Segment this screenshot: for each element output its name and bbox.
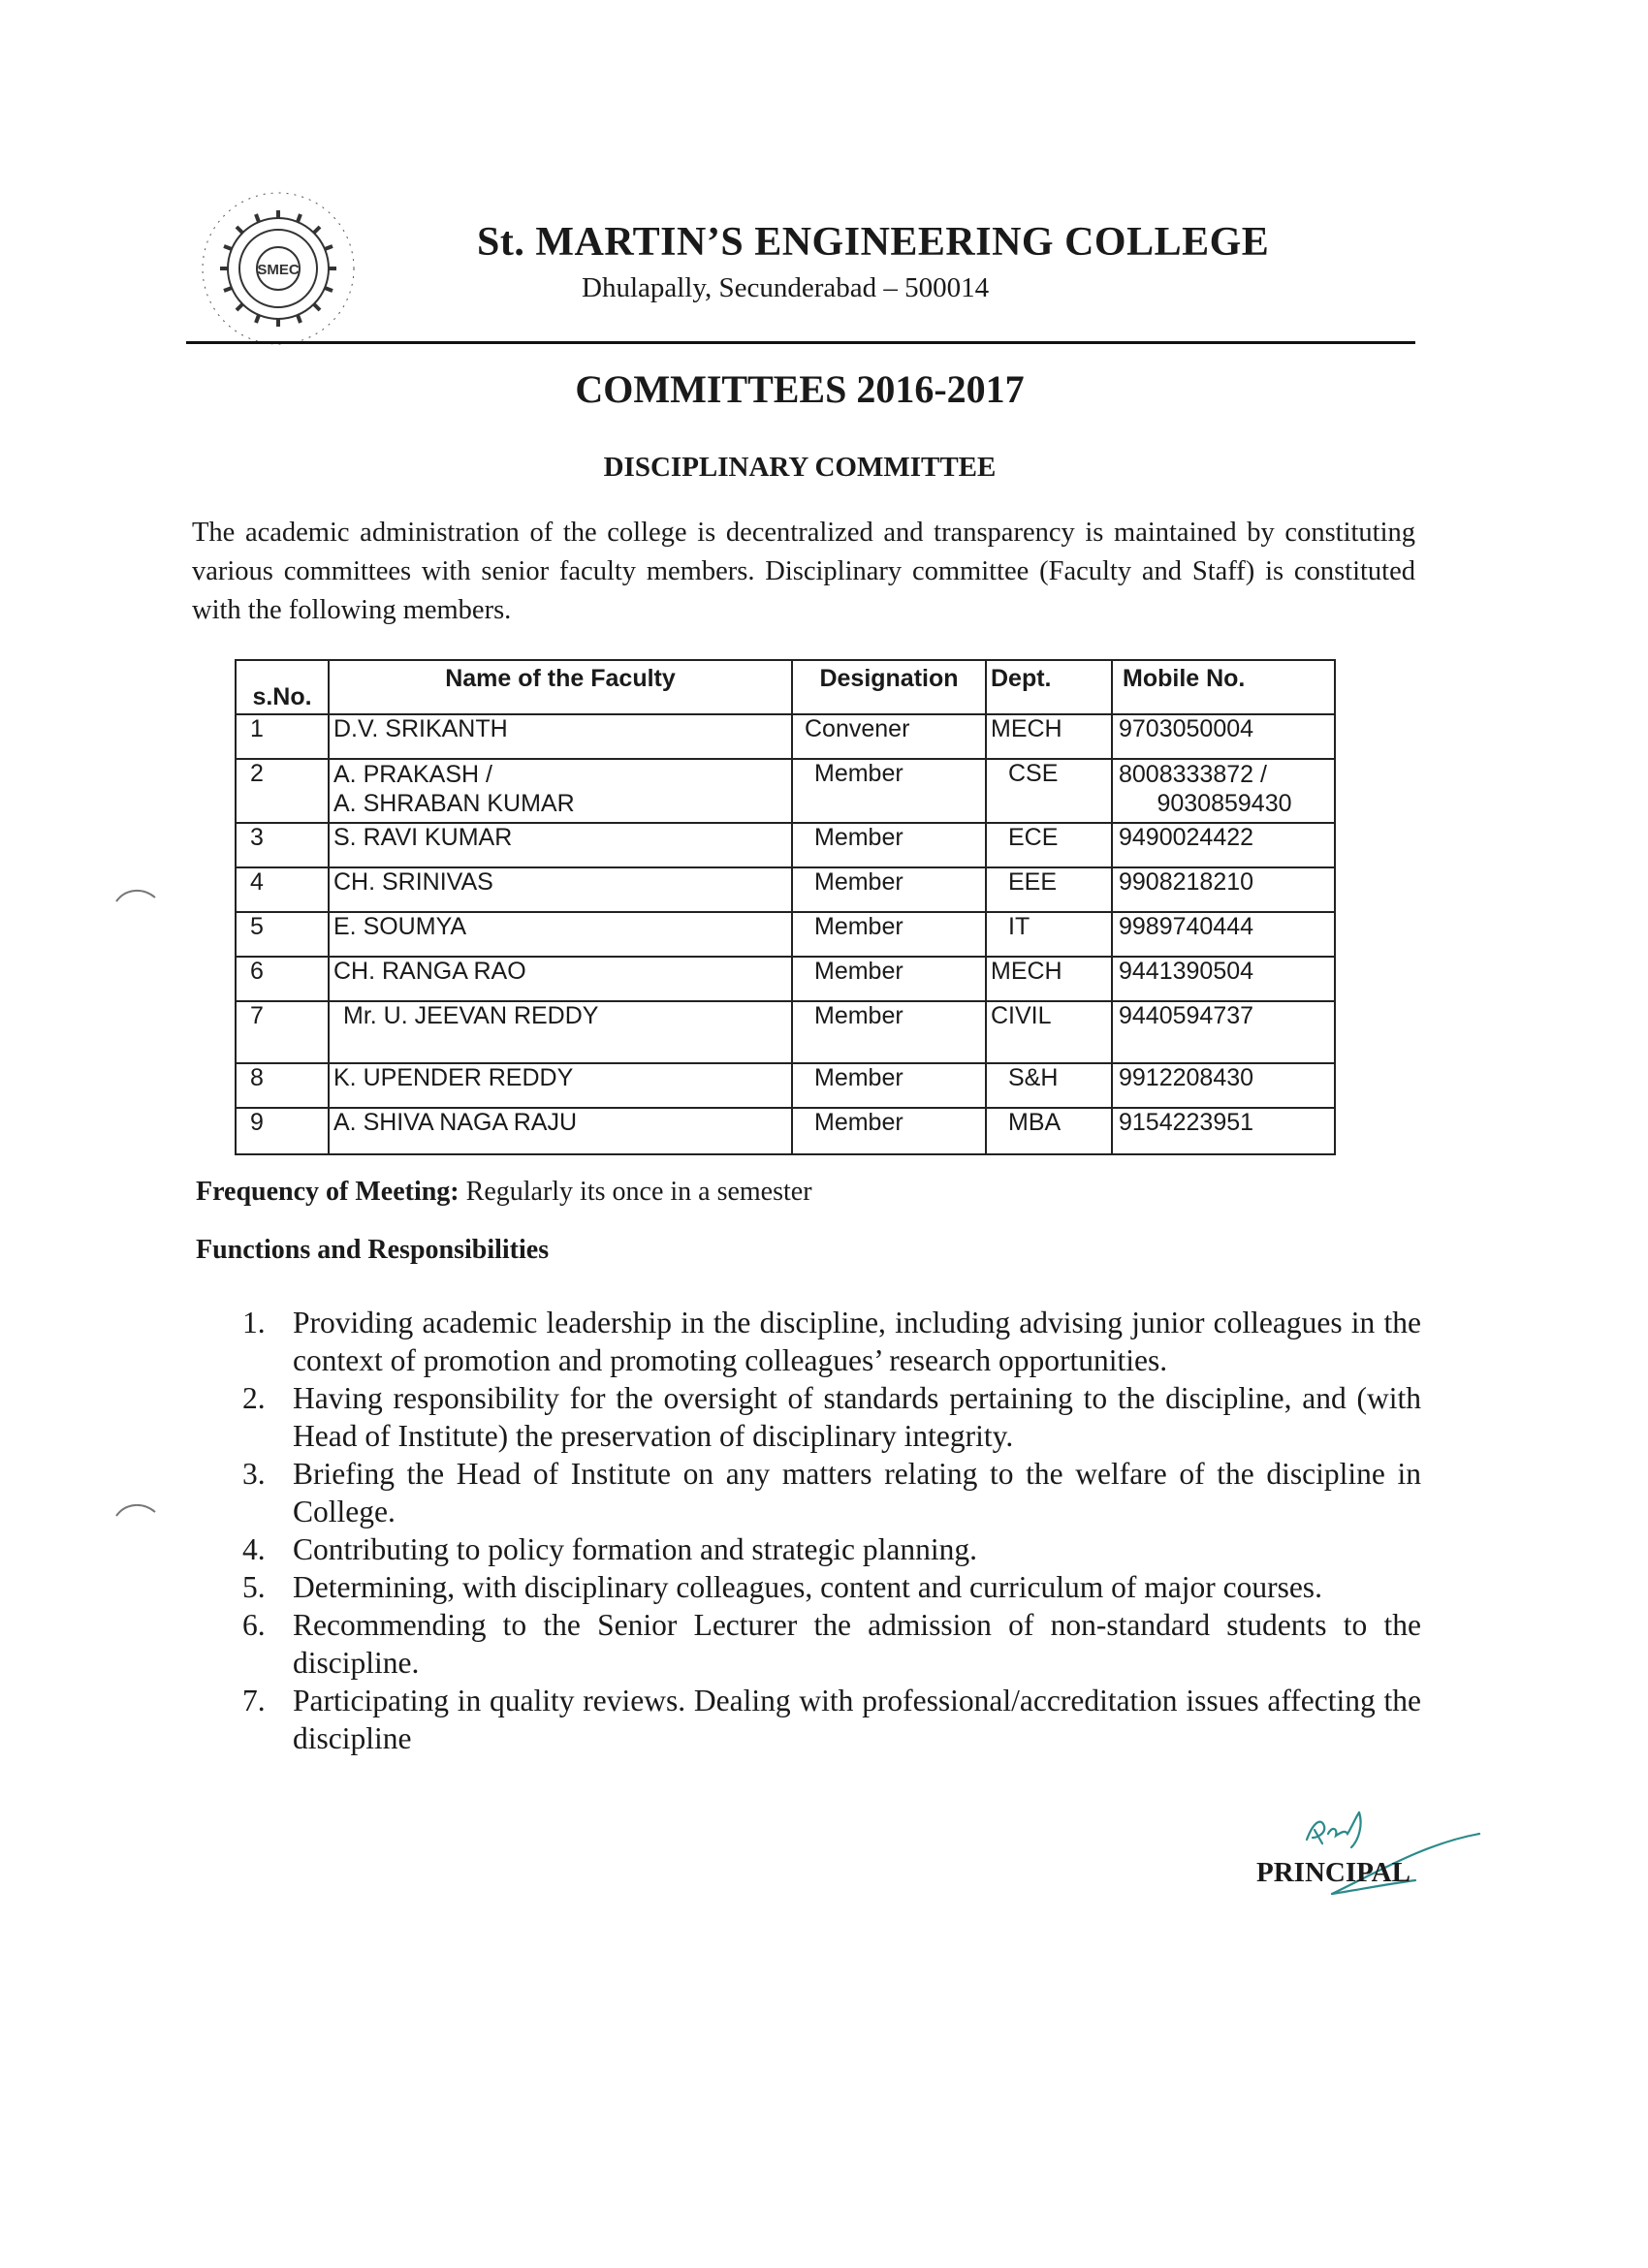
cell-name: S. RAVI KUMAR [329, 823, 792, 867]
table-row [236, 759, 1335, 823]
responsibilities-list [242, 1304, 1421, 1757]
cell-designation: Member [792, 823, 986, 867]
list-item-number: 5. [242, 1570, 266, 1604]
list-item [242, 1606, 1421, 1682]
list-item-number: 7. [242, 1684, 266, 1717]
cell-name: D.V. SRIKANTH [329, 714, 792, 759]
cell-mobile: 9908218210 [1112, 867, 1335, 912]
cell-designation: Member [792, 1063, 986, 1108]
table-row [236, 714, 1335, 759]
list-item [242, 1455, 1421, 1530]
cell-designation: Member [792, 912, 986, 957]
list-item [242, 1304, 1421, 1379]
letterhead-divider [186, 341, 1415, 344]
cell-mobile: 9441390504 [1112, 957, 1335, 1001]
cell-name: CH. SRINIVAS [329, 867, 792, 912]
cell-mobile-line-2: 9030859430 [1157, 790, 1292, 817]
list-item-text: Having responsibility for the oversight of standards pertaining to the discipline, and (with Head of Institute) the preservation of disciplinary integrity. [293, 1381, 1421, 1453]
cell-sno: 9 [236, 1108, 329, 1154]
college-name: St. MARTIN’S ENGINEERING COLLEGE [477, 220, 1270, 265]
cell-sno: 6 [236, 957, 329, 1001]
list-item-text: Briefing the Head of Institute on any matters relating to the welfare of the discipline in College. [293, 1457, 1421, 1528]
cell-designation: Member [792, 1108, 986, 1154]
cell-name: CH. RANGA RAO [329, 957, 792, 1001]
intro-paragraph: The academic administration of the college is decentralized and transparency is maintained by constituting various committees with senior faculty members. Disciplinary committee (Faculty and Staff) is constituted with the following members. [192, 518, 1415, 625]
cell-name: Mr. U. JEEVAN REDDY [329, 1001, 792, 1063]
cell-sno: 8 [236, 1063, 329, 1108]
college-address: Dhulapally, Secunderabad – 500014 [582, 272, 990, 303]
cell-dept: EEE [986, 867, 1112, 912]
cell-sno: 2 [236, 759, 329, 823]
list-item-number: 2. [242, 1381, 266, 1415]
cell-mobile: 9703050004 [1112, 714, 1335, 759]
header-dept: Dept. [986, 660, 1112, 714]
table-row [236, 1001, 1335, 1063]
meeting-frequency [196, 1177, 812, 1208]
cell-mobile [1112, 759, 1335, 823]
list-item-number: 4. [242, 1532, 266, 1566]
cell-mobile: 9912208430 [1112, 1063, 1335, 1108]
cell-dept: S&H [986, 1063, 1112, 1108]
scan-mark-icon [114, 886, 157, 905]
table-row [236, 1108, 1335, 1154]
cell-mobile: 9440594737 [1112, 1001, 1335, 1063]
meeting-frequency-value: Regularly its once in a semester [465, 1177, 812, 1207]
cell-dept: CSE [986, 759, 1112, 823]
cell-sno: 1 [236, 714, 329, 759]
list-item-text: Contributing to policy formation and strategic planning. [293, 1532, 977, 1566]
cell-dept: MBA [986, 1108, 1112, 1154]
cell-dept: IT [986, 912, 1112, 957]
cell-mobile-line-1: 8008333872 / [1119, 761, 1267, 788]
table-row [236, 957, 1335, 1001]
list-item [242, 1568, 1421, 1606]
list-item [242, 1682, 1421, 1757]
cell-dept: CIVIL [986, 1001, 1112, 1063]
functions-heading: Functions and Responsibilities [196, 1235, 550, 1265]
list-item-number: 3. [242, 1457, 266, 1491]
cell-name: E. SOUMYA [329, 912, 792, 957]
header-name: Name of the Faculty [329, 660, 792, 714]
header-sno: s.No. [236, 660, 329, 714]
list-item-text: Providing academic leadership in the discipline, including advising junior colleagues in the context of promotion and promoting colleagues’ research opportunities. [293, 1306, 1421, 1377]
cell-name-line-1: A. PRAKASH / [333, 761, 492, 788]
list-item [242, 1530, 1421, 1568]
list-item [242, 1379, 1421, 1455]
cell-name: A. SHIVA NAGA RAJU [329, 1108, 792, 1154]
list-item-number: 1. [242, 1306, 266, 1339]
meeting-frequency-label: Frequency of Meeting: [196, 1177, 460, 1207]
table-header-row [236, 660, 1335, 714]
table-row [236, 823, 1335, 867]
list-item-text: Recommending to the Senior Lecturer the admission of non-standard students to the discipline. [293, 1608, 1421, 1680]
list-item-text: Determining, with disciplinary colleagues, content and curriculum of major courses. [293, 1570, 1322, 1604]
cell-designation: Member [792, 867, 986, 912]
svg-text:SMEC: SMEC [257, 262, 300, 278]
cell-dept: MECH [986, 714, 1112, 759]
cell-name-line-2: A. SHRABAN KUMAR [333, 790, 575, 817]
cell-sno: 3 [236, 823, 329, 867]
header-designation: Designation [792, 660, 986, 714]
scan-mark-icon [114, 1500, 157, 1520]
cell-dept: ECE [986, 823, 1112, 867]
cell-name: K. UPENDER REDDY [329, 1063, 792, 1108]
college-seal-icon [186, 189, 370, 354]
cell-dept: MECH [986, 957, 1112, 1001]
cell-name [329, 759, 792, 823]
table-row [236, 1063, 1335, 1108]
table-row [236, 867, 1335, 912]
cell-designation: Convener [792, 714, 986, 759]
cell-sno: 4 [236, 867, 329, 912]
committee-title: DISCIPLINARY COMMITTEE [603, 452, 997, 483]
members-table [235, 659, 1336, 1155]
cell-mobile: 9154223951 [1112, 1108, 1335, 1154]
principal-label: PRINCIPAL [1256, 1857, 1410, 1888]
cell-mobile: 9989740444 [1112, 912, 1335, 957]
table-row [236, 912, 1335, 957]
list-item-text: Participating in quality reviews. Dealing with professional/accreditation issues affecting the discipline [293, 1684, 1421, 1755]
cell-sno: 5 [236, 912, 329, 957]
cell-designation: Member [792, 957, 986, 1001]
cell-mobile: 9490024422 [1112, 823, 1335, 867]
cell-designation: Member [792, 1001, 986, 1063]
cell-sno: 7 [236, 1001, 329, 1063]
header-mobile: Mobile No. [1112, 660, 1335, 714]
document-title: COMMITTEES 2016-2017 [575, 367, 1025, 411]
list-item-number: 6. [242, 1608, 266, 1642]
cell-designation: Member [792, 759, 986, 823]
